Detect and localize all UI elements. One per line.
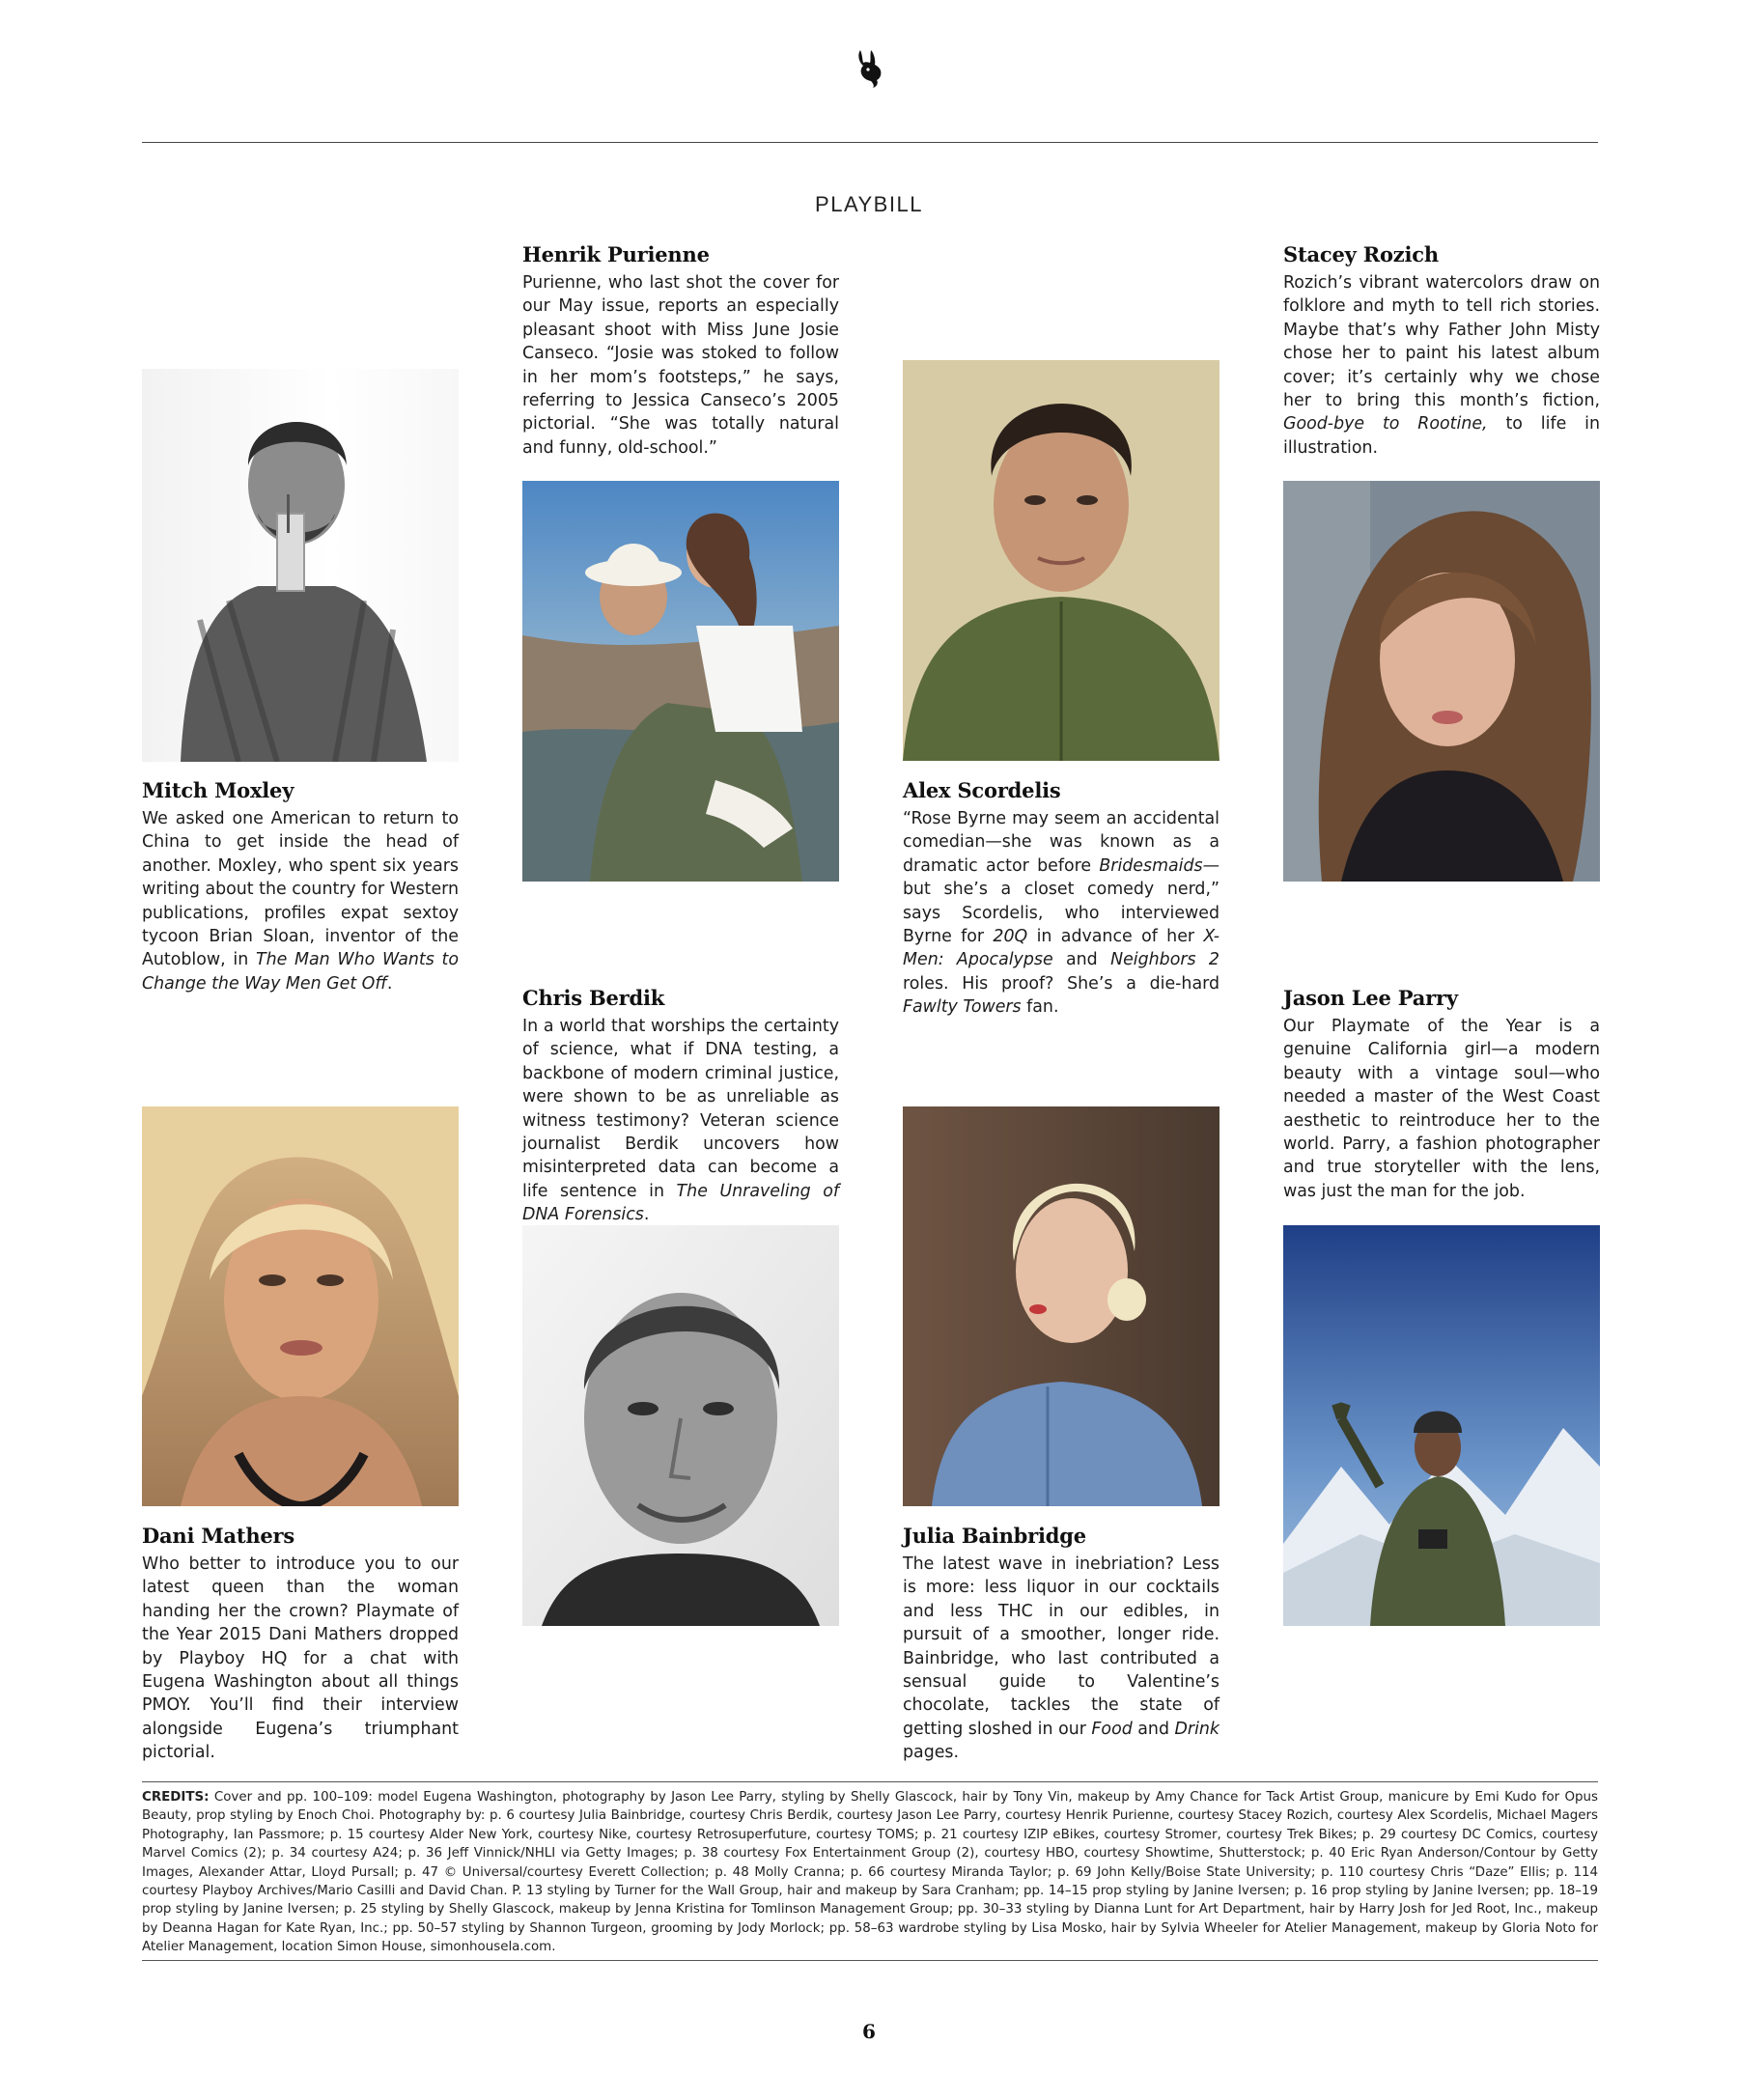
mitch-moxley-photo [142, 369, 459, 762]
contributor-bio-mitch-moxley: We asked one American to return to China to get inside the head of another. Moxley, who spent six years writing about the country for Western publications, profiles expat sextoy tycoon Brian Sloan, inventor of the Autoblow, in The Man Who Wants to Change the Way Men Get Off. [142, 809, 460, 994]
jason-lee-parry-photo [1283, 1225, 1600, 1626]
alex-scordelis-photo [903, 360, 1219, 761]
contributor-bio-alex-scordelis: “Rose Byrne may seem an accidental comedian—she was known as a dramatic actor before Bridesmaids— but she’s a closet comedy nerd,” says Scordelis, who interviewed Byrne for 20Q in advance of her X-Men: Apocalypse and Neighbors 2 roles. His proof? She’s a die-hard Fawlty Towers fan. [903, 809, 1219, 1018]
contributor-name-henrik-purienne: Henrik Purienne [522, 242, 710, 266]
contributor-name-dani-mathers: Dani Mathers [142, 1524, 295, 1548]
henrik-purienne-photo [522, 481, 839, 882]
section-title: PLAYBILL [815, 192, 923, 216]
contributor-bio-stacey-rozich: Rozich’s vibrant watercolors draw on folklore and myth to tell rich stories. Maybe that’s why Father John Misty chose her to paint his latest album cover; it’s certainly why we chose her to bring this month’s fiction, Good-bye to Rootine, to life in illustration. [1283, 273, 1600, 458]
contributor-bio-jason-lee-parry: Our Playmate of the Year is a genuine California girl—a modern beauty with a vintage soul—who needed a master of the West Coast aesthetic to reintroduce her to the world. Parry, a fashion photographer and true storyteller with the lens, was just the man for the job. [1283, 1017, 1600, 1201]
contributor-name-julia-bainbridge: Julia Bainbridge [903, 1524, 1086, 1548]
credits-divider-top [142, 1781, 1598, 1782]
contributor-bio-dani-mathers: Who better to introduce you to our latest queen than the woman handing her the crown? Playmate of the Year 2015 Dani Mathers dropped by Playboy HQ for a chat with Eugena Washington about all things PMOY. You’ll find their interview alongside Eugena’s triumphant pictorial. [142, 1554, 459, 1763]
contributor-bio-chris-berdik: In a world that worships the certainty of science, what if DNA testing, a backbone of modern criminal justice, were shown to be as unreliable as witness testimony? Veteran science journalist Berdik uncovers how misinterpreted data can become a life sentence in The Unraveling of DNA Forensics. [522, 1017, 840, 1225]
chris-berdik-photo [522, 1225, 839, 1626]
contributor-name-chris-berdik: Chris Berdik [522, 986, 665, 1010]
contributor-name-mitch-moxley: Mitch Moxley [142, 778, 294, 802]
credits-divider-bottom [142, 1960, 1598, 1961]
stacey-rozich-photo [1283, 481, 1600, 882]
contributor-bio-henrik-purienne: Purienne, who last shot the cover for our May issue, reports an especially pleasant shoot with Miss June Josie Canseco. “Josie was stoked to follow in her mom’s footsteps,” he says, referring to Jessica Canseco’s 2005 pictorial. “She was totally natural and funny, old-school.” [522, 273, 839, 458]
contributor-name-jason-lee-parry: Jason Lee Parry [1283, 986, 1458, 1010]
contributor-name-alex-scordelis: Alex Scordelis [903, 778, 1061, 802]
credits-text: CREDITS: Cover and pp. 100–109: model Eugena Washington, photography by Jason Lee Parry, styling by Shelly Glascock, hair by Tony Vin, makeup by Amy Chance for Tack Artist Group, manicure by Emi Kudo for Opus Beauty, prop styling by Enoch Choi. Photography by: p. 6 courtesy Julia Bainbridge, courtesy Chris Berdik, courtesy Jason Lee Parry, courtesy Henrik Purienne, courtesy Stacey Rozich, courtesy Alex Scordelis, Michael Magers Photography, Ian Passmore; p. 15 courtesy Alder New York, courtesy Nike, courtesy Retrosuperfuture, courtesy TOMS; p. 21 courtesy IZIP eBikes, courtesy Stromer, courtesy Trek Bikes; p. 29 courtesy DC Comics, courtesy Marvel Comics (2); p. 34 courtesy A24; p. 36 Jeff Vinnick/NHLI via Getty Images; p. 38 courtesy Fox Entertainment Group (2), courtesy HBO, courtesy Showtime, Shutterstock; p. 40 Eric Ryan Anderson/Contour by Getty Images, Alexander Attar, Lloyd Pursall; p. 47 © Universal/courtesy Everett Collection; p. 48 Molly Cranna; p. 66 courtesy Miranda Taylor; p. 69 John Kelly/Boise State University; p. 110 courtesy Chris “Daze” Ellis; p. 114 courtesy Playboy Archives/Mario Casilli and David Chan. P. 13 styling by Turner for the Wall Group, hair and makeup by Sara Cranham; pp. 14–15 prop styling by Janine Iversen; p. 16 prop styling by Janine Iversen; pp. 18–19 prop styling by Janine Iversen; p. 25 styling by Shelly Glascock, makeup by Jenna Kristina for Tomlinson Management Group; pp. 30–33 styling by Dianna Lunt for Art Department, hair by Harry Josh for Jed Root, Inc., makeup by Deanna Hagan for Kate Ryan, Inc.; pp. 50–57 styling by Shannon Turgeon, grooming by Jody Morlock; pp. 58–63 wardrobe styling by Lisa Mosko, hair by Sylvia Wheeler for Atelier Management, makeup by Gloria Noto for Atelier Management, location Simon House, simonhousela.com. [142, 1790, 1598, 1955]
contributor-bio-julia-bainbridge: The latest wave in inebriation? Less is more: less liquor in our cocktails and less THC in our edibles, in pursuit of a smoother, longer ride. Bainbridge, who last contributed a sensual guide to Valentine’s chocolate, tackles the state of getting sloshed in our Food and Drink pages. [903, 1554, 1219, 1763]
contributor-name-stacey-rozich: Stacey Rozich [1283, 242, 1439, 266]
julia-bainbridge-photo [903, 1106, 1219, 1506]
dani-mathers-photo [142, 1106, 459, 1506]
page-number: 6 [862, 2020, 876, 2043]
rabbit-head-icon [850, 48, 888, 89]
header-divider [142, 142, 1598, 143]
